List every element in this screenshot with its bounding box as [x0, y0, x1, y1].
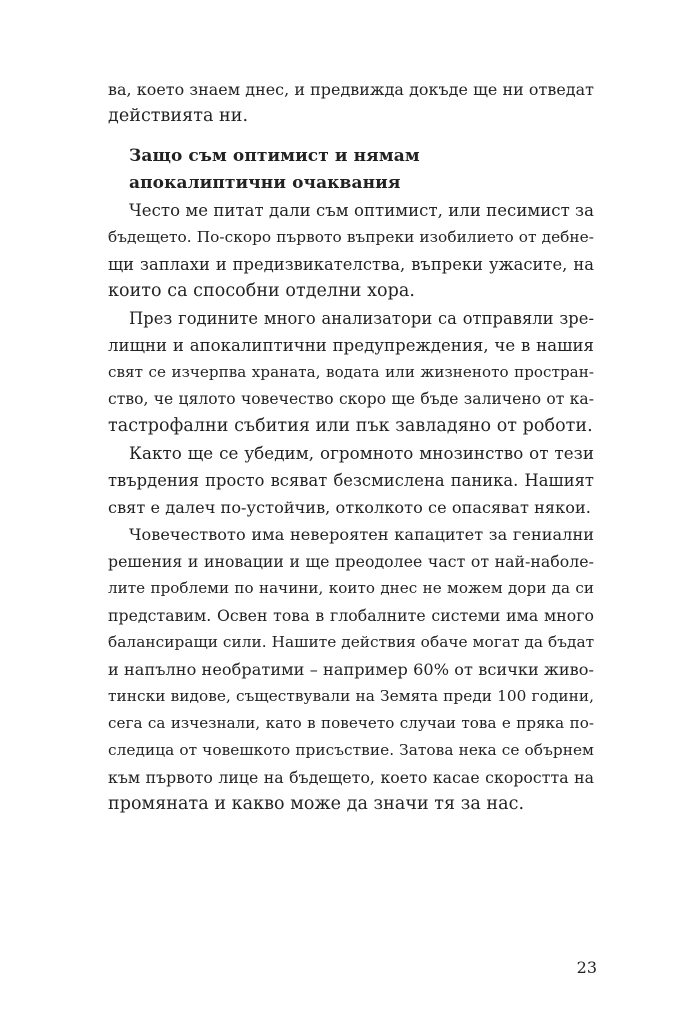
text-line: свят е далеч по-устойчив, отколкото се опасяват някои.: [108, 498, 591, 517]
book-page-body: [108, 76, 594, 818]
text-line: твърдения просто всяват безсмислена паника. Нашият: [108, 471, 594, 490]
text-line: лите проблеми по начини, които днес не можем дори да си: [108, 579, 594, 597]
text-line: свят се изчерпва храната, водата или жизненото простран-: [108, 363, 594, 381]
text-line: балансиращи сили. Нашите действия обаче могат да бъдат: [108, 633, 595, 651]
text-line: които са способни отделни хора.: [108, 281, 415, 301]
text-line: към първото лице на бъдещето, което касае скоростта на: [108, 768, 594, 787]
paragraph: [108, 521, 594, 818]
text-line: Както ще се убедим, огромното мнозинство от тези: [129, 443, 594, 463]
text-line: Човечеството има невероятен капацитет за гениални: [129, 525, 594, 544]
text-line: ство, че цялото човечество скоро ще бъде заличено от ка-: [108, 390, 594, 408]
paragraph: [108, 440, 594, 521]
heading-line: апокалиптични очаквания: [129, 173, 401, 193]
text-line: тински видове, съществували на Земята преди 100 години,: [108, 687, 594, 705]
paragraph: [108, 305, 594, 440]
text-line: Често ме питат дали съм оптимист, или песимист за: [129, 201, 594, 220]
page-number: 23: [576, 958, 597, 977]
text-line: сега са изчезнали, като в повечето случаи това е пряка по-: [108, 714, 594, 732]
text-line: промяната и какво може да значи тя за нас.: [108, 794, 525, 814]
text-line: решения и иновации и ще преодолее част от най-наболе-: [108, 552, 594, 571]
paragraph: [108, 197, 594, 305]
text-line: действията ни.: [108, 106, 249, 126]
text-line: През годините много анализатори са отправяли зре-: [129, 309, 594, 328]
text-line: лищни и апокалиптични предупреждения, че в нашия: [108, 336, 594, 355]
text-line: представим. Освен това в глобалните системи има много: [108, 606, 594, 625]
heading-line: Защо съм оптимист и нямам: [129, 146, 420, 166]
text-line: бъдещето. По-скоро първото въпреки изобилието от дебне-: [108, 228, 594, 246]
text-line: и напълно необратими – например 60% от всички живо-: [108, 660, 594, 679]
text-line: щи заплахи и предизвикателства, въпреки ужасите, на: [108, 255, 594, 274]
text-line: ва, което знаем днес, и предвижда докъде ще ни отведат: [108, 80, 594, 99]
text-line: следица от човешкото присъствие. Затова нека се обърнем: [108, 741, 594, 759]
text-line: тастрофални събития или пък завладяно от роботи.: [108, 416, 593, 436]
continuation-paragraph: [108, 76, 594, 130]
section-heading: [108, 143, 594, 197]
section-gap: [108, 130, 594, 143]
